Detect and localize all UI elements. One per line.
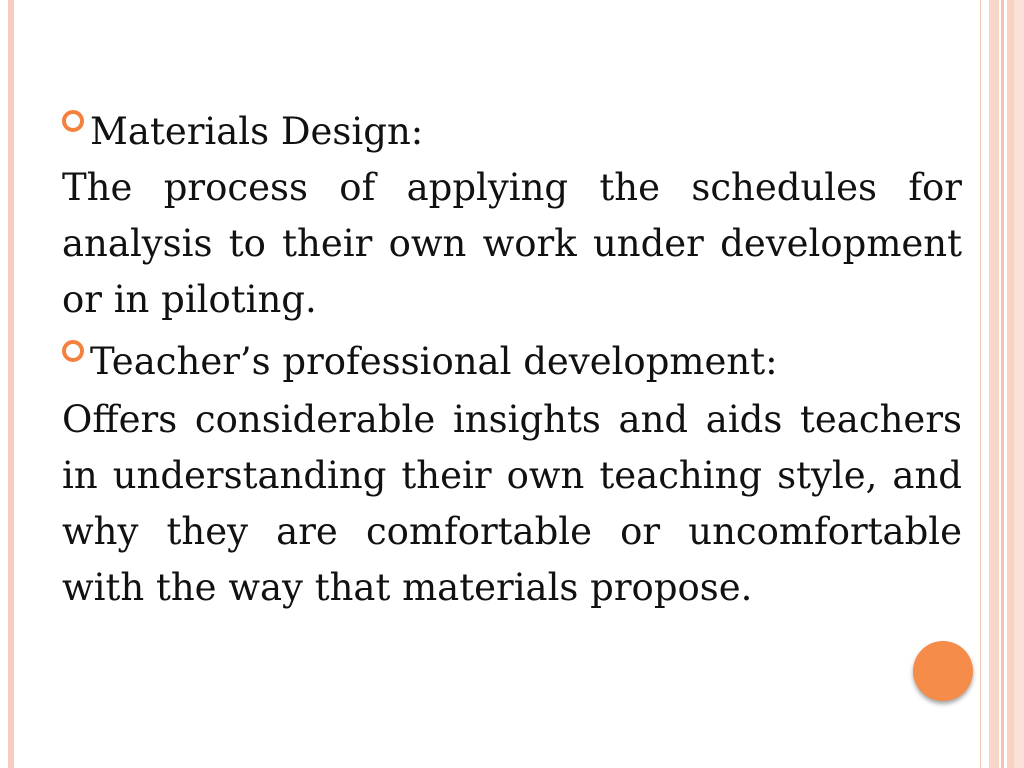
stripe	[989, 0, 999, 768]
bullet-body: Offers considerable insights and aids teachers in understanding their own teaching style, and why they are comfortable or uncomfortable with the way that materials propose.	[62, 398, 962, 609]
bullet-item	[62, 334, 962, 390]
ring-bullet-icon	[62, 340, 84, 362]
orange-circle-icon	[913, 641, 973, 701]
stripe	[980, 0, 983, 768]
ring-bullet-icon	[62, 110, 84, 132]
left-decorative-border	[8, 0, 14, 768]
right-decorative-stripes	[976, 0, 1024, 768]
stripe	[1007, 0, 1015, 768]
bullet-heading: Materials Design:	[90, 110, 424, 153]
bullet-body: The process of applying the schedules for analysis to their own work under development or in piloting.	[62, 166, 962, 321]
bullet-item	[62, 104, 962, 160]
stripe	[1001, 0, 1004, 768]
slide-content	[62, 104, 962, 616]
stripe	[1014, 0, 1024, 768]
bullet-heading: Teacher’s professional development:	[90, 340, 778, 383]
